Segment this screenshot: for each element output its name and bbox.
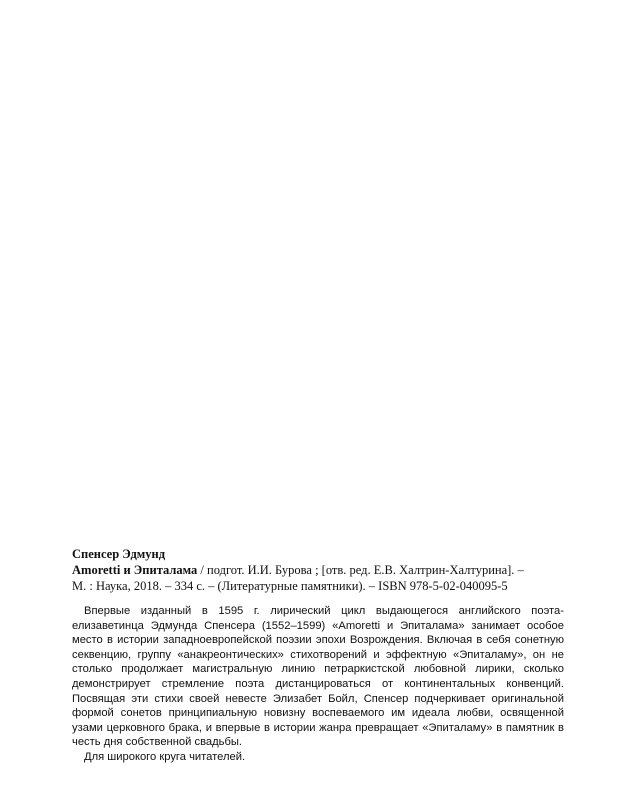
book-title: Amoretti и Эпиталама [72, 563, 198, 577]
bibliographic-description [72, 562, 564, 594]
author-name: Спенсер Эдмунд [72, 547, 166, 561]
bib-details-line1: / подгот. И.И. Бурова ; [отв. ред. Е.В. Халтрин-Халтурина]. – [197, 563, 524, 577]
abstract-text: Впервые изданный в 1595 г. лирический цикл выдающегося английского поэта-елизаветинца Эдмунда Спенсера (1552–1599) «Amoretti и Эпиталама» занимает особое место в истории западноевропейской поэзии эпохи Возрождения. Включая в себя сонетную секвенцию, группу «анакреонтических» стихотворений и эффектную «Эпиталаму», он не столько продолжает магистральную линию петраркистской любовной лирики, сколько демонстрирует стремление поэта дистанцироваться от континентальных конвенций. Посвящая эти стихи своей невесте Элизабет Бойл, Спенсер подчеркивает оригинальной формой сонетов принципиальную новизну воспеваемого им идеала любви, освященной узами церковного брака, и впервые в истории жанра превращает «Эпиталаму» в памятник в честь дня собственной свадьбы. [72, 605, 564, 749]
audience-note: Для широкого круга читателей. [84, 750, 246, 763]
abstract [72, 604, 564, 765]
bib-details-line2: М. : Наука, 2018. – 334 с. – (Литературные памятники). – ISBN 978-5-02-040095-5 [72, 579, 508, 593]
catalog-record [72, 546, 564, 765]
